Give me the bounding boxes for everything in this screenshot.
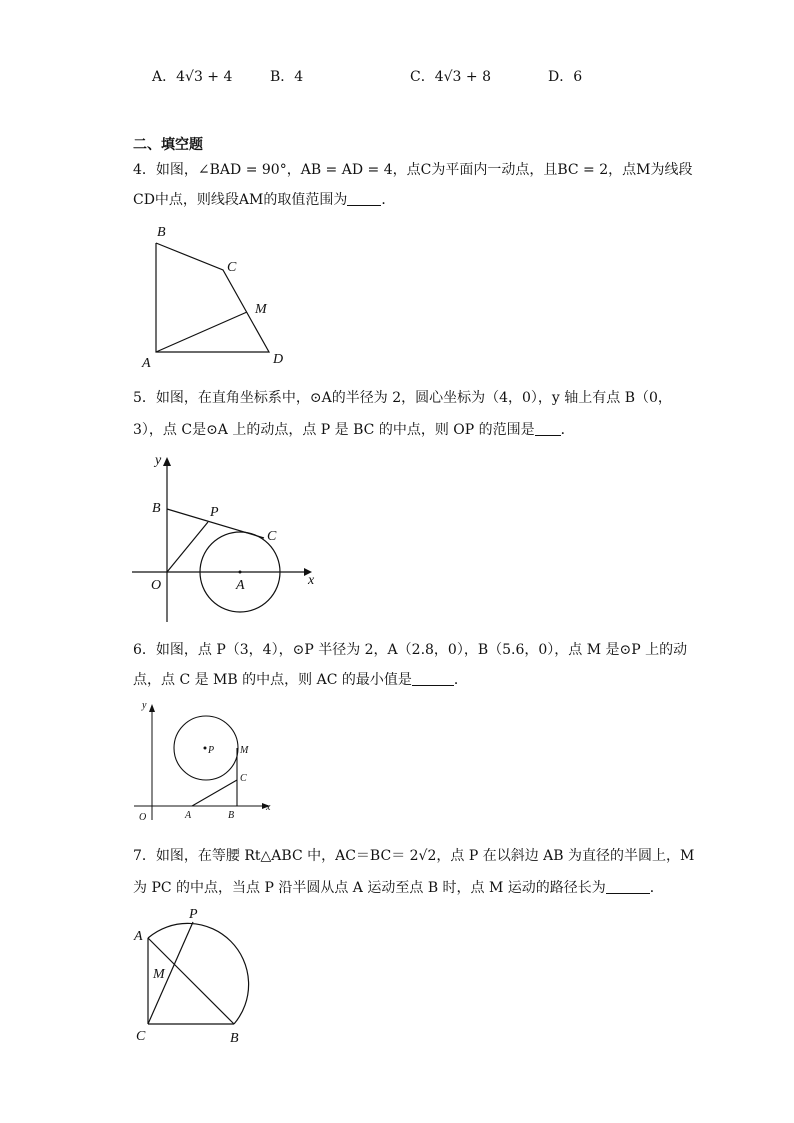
q6-end: ． <box>453 672 468 688</box>
q4-line2-text: CD中点，则线段AM的取值范围为 <box>133 192 348 208</box>
q5-line1: 5．如图，在直角坐标系中，⊙A的半径为 2，圆心坐标为（4，0），y 轴上有点 B（0， <box>133 390 672 406</box>
q4-label-m: M <box>255 302 267 317</box>
q4-answer-blank[interactable] <box>347 191 381 206</box>
q5-label-x: x <box>308 573 315 588</box>
q7-figure <box>130 902 270 1052</box>
q7-label-m: M <box>153 967 165 982</box>
section-title: 二、填空题 <box>133 137 203 153</box>
q5-end: ． <box>560 422 575 438</box>
q5-y-arrow <box>163 457 171 466</box>
q6-line2-text: 点，点 C 是 MB 的中点，则 AC 的最小值是 <box>133 672 412 688</box>
q7-line2 <box>133 878 664 898</box>
q4-label-a: A <box>142 356 151 371</box>
q5-figure <box>130 452 320 624</box>
q6-center-dot <box>204 747 207 750</box>
q5-label-p: P <box>210 505 219 520</box>
q6-label-x: x <box>266 802 271 813</box>
q5-segment-op <box>167 522 208 572</box>
q5-label-y: y <box>155 453 162 468</box>
q5-answer-blank[interactable] <box>535 421 561 436</box>
q6-y-arrow <box>149 704 155 712</box>
q5-label-c: C <box>267 529 277 544</box>
q6-line1: 6．如图，点 P（3，4），⊙P 半径为 2，A（2.8，0），B（5.6，0），点 M 是⊙P 上的动 <box>133 642 688 658</box>
option-c: C．4√3 + 8 <box>410 69 491 85</box>
q4-figure <box>135 222 295 372</box>
q4-line2 <box>133 190 395 210</box>
q7-line2-text: 为 PC 的中点，当点 P 沿半圆从点 A 运动至点 B 时，点 M 运动的路径长为 <box>133 880 606 896</box>
q7-line1: 7．如图，在等腰 Rt△ABC 中，AC＝BC＝ 2√2，点 P 在以斜边 AB 为直径的半圆上，M <box>133 848 695 864</box>
q4-label-c: C <box>227 260 237 275</box>
option-d: D．6 <box>548 69 583 85</box>
q6-label-o: O <box>139 812 147 823</box>
q6-label-c: C <box>240 773 247 784</box>
q7-label-b: B <box>230 1031 239 1046</box>
q5-center-dot <box>239 571 242 574</box>
option-b: B．4 <box>270 69 304 85</box>
q4-quadrilateral <box>156 243 269 352</box>
q7-label-a: A <box>134 929 143 944</box>
q7-answer-blank[interactable] <box>606 879 650 894</box>
q4-end: ． <box>381 192 396 208</box>
q6-answer-blank[interactable] <box>412 671 454 686</box>
option-a: A．4√3 + 4 <box>152 69 233 85</box>
q6-line2 <box>133 670 468 690</box>
q7-label-c: C <box>136 1029 146 1044</box>
q5-line2 <box>133 420 575 440</box>
q5-label-a: A <box>236 578 245 593</box>
q6-label-m: M <box>240 745 249 756</box>
q6-segment-ac <box>192 780 237 806</box>
q5-label-b: B <box>152 501 161 516</box>
q6-label-y: y <box>142 700 147 711</box>
q4-line1: 4．如图，∠BAD = 90°，AB = AD = 4，点C为平面内一动点，且BC = 2，点M为线段 <box>133 162 693 178</box>
q4-label-d: D <box>273 352 284 367</box>
q6-label-b: B <box>228 810 235 821</box>
q7-label-p: P <box>189 907 198 922</box>
q6-label-a: A <box>185 810 192 821</box>
q6-label-p: P <box>208 745 215 756</box>
q4-segment-am <box>156 312 247 352</box>
q4-label-b: B <box>157 225 166 240</box>
q5-label-o: O <box>151 578 162 593</box>
q7-end: ． <box>649 880 664 896</box>
q6-figure <box>130 696 280 826</box>
q5-line2-text: 3），点 C是⊙A 上的动点，点 P 是 BC 的中点，则 OP 的范围是 <box>133 422 535 438</box>
